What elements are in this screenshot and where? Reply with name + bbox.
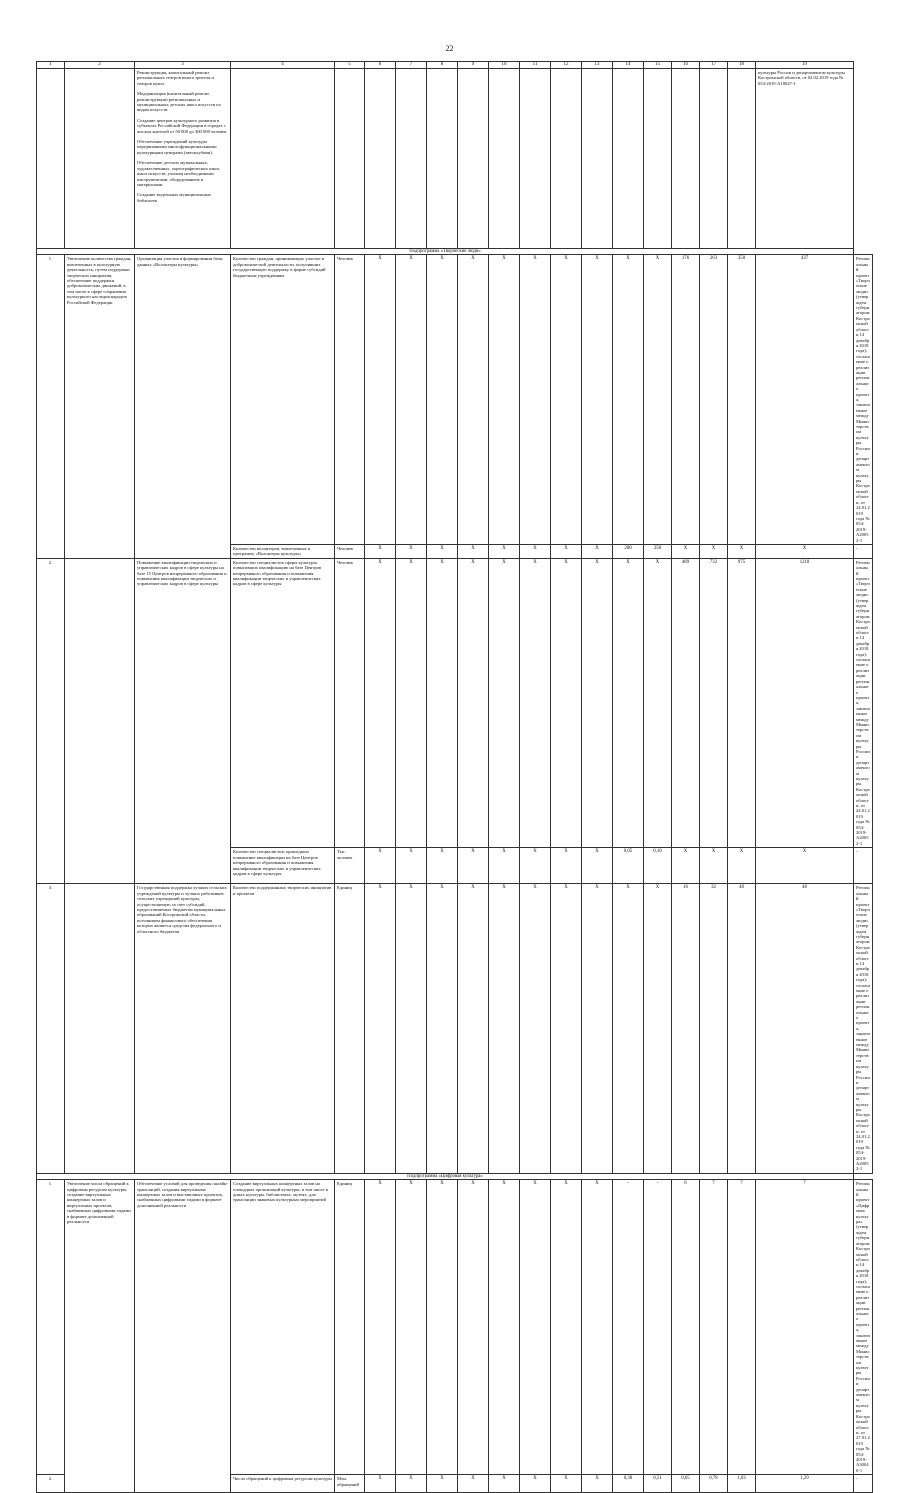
col-header: 6 bbox=[365, 62, 396, 69]
note-cell: - bbox=[854, 848, 873, 884]
value-cell: 7 bbox=[700, 1180, 728, 1475]
value-cell: 437 bbox=[756, 255, 854, 545]
page-number: 22 bbox=[445, 44, 454, 53]
value-cell: X bbox=[458, 1475, 489, 1493]
value-cell: X bbox=[396, 1475, 427, 1493]
value-cell: X bbox=[728, 848, 756, 884]
col-header: 1 bbox=[37, 62, 65, 69]
value-cell: X bbox=[489, 1180, 520, 1475]
indicators-table bbox=[36, 61, 873, 1493]
value-cell: 0,65 bbox=[672, 1475, 700, 1493]
col-header: 17 bbox=[700, 62, 728, 69]
value-cell: X bbox=[396, 558, 427, 848]
value-cell: X bbox=[489, 558, 520, 848]
activity-text: Модернизация (капитальный ремонт, реконструкция) региональных и муниципальных детских школ искусств по видам искусств. bbox=[137, 91, 221, 113]
activity-cell: Повышение квалификации творческих и управленческих кадров в сфере культуры на базе 15 Центров непрерывного образования и повышения квалификации творческих и управленческих кадров в сфере культуры bbox=[135, 558, 231, 884]
value-cell: X bbox=[672, 544, 700, 558]
col-header: 11 bbox=[520, 62, 551, 69]
value-cell: X bbox=[365, 1475, 396, 1493]
indicator-cell: Количество специалистов, прошедших повышение квалификации на базе Центров непрерывного образования и повышения квалификации творческих и управленческих кадров в сфере культуры bbox=[231, 848, 335, 884]
activity-cell bbox=[135, 69, 231, 249]
value-cell: 48 bbox=[756, 884, 854, 1174]
value-cell: X bbox=[458, 848, 489, 884]
unit-cell: Млн. обращений bbox=[335, 1475, 365, 1493]
task-cell: Увеличение числа обращений к цифровым ресурсам культуры; создание виртуальных концертных залов и виртуальных проектов, снабженных цифровыми гидами в формате дополненной реальности bbox=[65, 1180, 135, 1493]
indicator-cell: Количество волонтеров, вовлеченных в программу «Волонтеры культуры» bbox=[231, 544, 335, 558]
value-cell: X bbox=[427, 544, 458, 558]
col-header: 14 bbox=[613, 62, 644, 69]
value-cell: - bbox=[644, 1180, 672, 1475]
value-cell: 48 bbox=[728, 884, 756, 1174]
value-cell: X bbox=[520, 884, 551, 1174]
activity-text: Реконструкция, капитальный ремонт региональных театров юного зрителя и театров кукол. bbox=[137, 70, 214, 86]
table-row bbox=[37, 255, 873, 545]
value-cell: 350 bbox=[728, 255, 756, 545]
value-cell: X bbox=[582, 1180, 613, 1475]
value-cell: X bbox=[582, 544, 613, 558]
col-header: 4 bbox=[231, 62, 335, 69]
value-cell: 0,78 bbox=[700, 1475, 728, 1493]
indicator-cell: Количество специалистов сферы культуры, повысивших квалификацию на базе Центров непрерывного образования и повышения квалификации творческих и управленческих кадров в сфере культуры bbox=[231, 558, 335, 848]
table-row bbox=[37, 1180, 873, 1475]
value-cell: 6 bbox=[672, 1180, 700, 1475]
value-cell: X bbox=[582, 1475, 613, 1493]
task-cell bbox=[65, 884, 135, 1174]
unit-cell: Человек bbox=[335, 544, 365, 558]
value-cell: X bbox=[644, 884, 672, 1174]
value-cell: 732 bbox=[700, 558, 728, 848]
col-header: 9 bbox=[458, 62, 489, 69]
col-header: 8 bbox=[427, 62, 458, 69]
activity-text: Обеспечение детских музыкальных, художественных, хореографических школ, школ искусств, училищ необходимыми инструментами, оборудованием и материалами. bbox=[137, 160, 221, 187]
value-cell: X bbox=[520, 1475, 551, 1493]
value-cell: X bbox=[489, 884, 520, 1174]
value-cell: X bbox=[396, 544, 427, 558]
value-cell: X bbox=[644, 255, 672, 545]
value-cell: X bbox=[427, 884, 458, 1174]
value-cell: X bbox=[520, 544, 551, 558]
value-cell: X bbox=[551, 884, 582, 1174]
value-cell: X bbox=[396, 884, 427, 1174]
value-cell: X bbox=[520, 848, 551, 884]
subprogram-title: Подпрограмма «Цифровая культура» bbox=[37, 1173, 854, 1179]
value-cell: X bbox=[551, 848, 582, 884]
indicator-cell: Число обращений к цифровым ресурсам культуры bbox=[231, 1475, 335, 1493]
value-cell: X bbox=[458, 255, 489, 545]
note-cell: культуры России и департаментом культуры Костромской области, от 02.02.2019 года № 054-2019-А10047-1 bbox=[756, 69, 854, 249]
value-cell: 7 bbox=[756, 1180, 854, 1475]
value-cell: X bbox=[489, 848, 520, 884]
value-cell: X bbox=[613, 558, 644, 848]
row-number: 1. bbox=[37, 255, 65, 558]
value-cell: 16 bbox=[672, 884, 700, 1174]
value-cell: X bbox=[489, 544, 520, 558]
col-header: 13 bbox=[582, 62, 613, 69]
value-cell: 250 bbox=[644, 544, 672, 558]
activity-cell: Обеспечение условий для проведения онлайн-трансляций, создания виртуальных концертных залов и выставочных проектов, снабженных цифровыми гидами в формате дополненной реальности bbox=[135, 1180, 231, 1493]
task-cell bbox=[65, 558, 135, 884]
value-cell: 1,29 bbox=[756, 1475, 854, 1493]
col-header: 2 bbox=[65, 62, 135, 69]
value-cell: 0,51 bbox=[644, 1475, 672, 1493]
value-cell: X bbox=[458, 558, 489, 848]
value-cell: X bbox=[427, 558, 458, 848]
value-cell: X bbox=[582, 255, 613, 545]
col-header: 16 bbox=[672, 62, 700, 69]
value-cell: X bbox=[396, 848, 427, 884]
col-header: 12 bbox=[551, 62, 582, 69]
value-cell: X bbox=[700, 544, 728, 558]
indicator-cell: Количество поддержанных творческих инициатив и проектов bbox=[231, 884, 335, 1174]
col-header: 3 bbox=[135, 62, 231, 69]
value-cell: X bbox=[520, 255, 551, 545]
value-cell: X bbox=[582, 558, 613, 848]
value-cell: X bbox=[644, 558, 672, 848]
indicator-cell: Количество граждан, принимающих участие в добровольческой деятельности, получивших государственную поддержку в форме субсидий бюджетным учреждениям bbox=[231, 255, 335, 545]
value-cell: 1218 bbox=[756, 558, 854, 848]
value-cell: X bbox=[365, 1180, 396, 1475]
col-header: 19 bbox=[756, 62, 854, 69]
value-cell: - bbox=[613, 1180, 644, 1475]
value-cell: X bbox=[582, 884, 613, 1174]
value-cell: X bbox=[458, 544, 489, 558]
value-cell: 489 bbox=[672, 558, 700, 848]
value-cell: 263 bbox=[700, 255, 728, 545]
value-cell: X bbox=[613, 884, 644, 1174]
value-cell: 1,03 bbox=[728, 1475, 756, 1493]
note-cell: - bbox=[854, 544, 873, 558]
unit-cell: Единиц bbox=[335, 1180, 365, 1475]
col-header: 10 bbox=[489, 62, 520, 69]
value-cell: X bbox=[396, 1180, 427, 1475]
value-cell: X bbox=[756, 848, 854, 884]
row-number: 1. bbox=[37, 1180, 65, 1475]
col-header: 18 bbox=[728, 62, 756, 69]
row-number: 2. bbox=[37, 1475, 65, 1493]
activity-cell: Государственная поддержка лучших сельских учреждений культуры и лучших работников сельских учреждений культуры, осуществляемую за счет субсидий, предоставляемых бюджетам муниципальных образований Костромской области, источником финансового обеспечения которых является средства федерального и областного бюджетов bbox=[135, 884, 231, 1174]
value-cell: X bbox=[427, 1180, 458, 1475]
unit-cell: Единиц bbox=[335, 884, 365, 1174]
activity-cell: Организация участия в формировании базы данных «Волонтеры культуры» bbox=[135, 255, 231, 558]
value-cell: X bbox=[551, 1180, 582, 1475]
value-cell: X bbox=[489, 1475, 520, 1493]
unit-cell: Тыс. человек bbox=[335, 848, 365, 884]
value-cell: X bbox=[551, 558, 582, 848]
value-cell: X bbox=[672, 848, 700, 884]
value-cell: 975 bbox=[728, 558, 756, 848]
value-cell: 7 bbox=[728, 1180, 756, 1475]
value-cell: X bbox=[551, 1475, 582, 1493]
value-cell: X bbox=[365, 255, 396, 545]
column-number-row bbox=[37, 62, 873, 69]
value-cell: X bbox=[520, 558, 551, 848]
value-cell: X bbox=[489, 255, 520, 545]
task-cell: Увеличение количества граждан, вовлеченных в культурную деятельность, путем поддержки творческих инициатив, обеспечение поддержки добровольческих движений, в том числе в сфере сохранения культурного наследия народов Российской Федерации bbox=[65, 255, 135, 558]
value-cell: 0,05 bbox=[613, 848, 644, 884]
value-cell: 0,10 bbox=[644, 848, 672, 884]
col-header: 7 bbox=[396, 62, 427, 69]
activity-text: Создание центров культурного развития в субъектах Российской Федерации в городах с числом жителей от 50 000 до 300 000 человек. bbox=[137, 117, 228, 134]
value-cell: X bbox=[582, 848, 613, 884]
value-cell: X bbox=[458, 884, 489, 1174]
unit-cell: Человек bbox=[335, 558, 365, 848]
value-cell: X bbox=[520, 1180, 551, 1475]
note-cell: Региональный проект «Творческие люди» (утвержден губернатором Костромской области 14 декабря 2018 года); соглашение о реализации регионального проекта, заключенное между Министерством культуры России и департаментом культуры Костромской области, от 24.01.2019 года № 054-2019-А20052-1 bbox=[854, 255, 873, 545]
row-number: 3. bbox=[37, 884, 65, 1174]
value-cell: 176 bbox=[672, 255, 700, 545]
document-sheet bbox=[36, 61, 873, 1493]
value-cell: X bbox=[613, 255, 644, 545]
value-cell: 0,38 bbox=[613, 1475, 644, 1493]
value-cell: X bbox=[756, 544, 854, 558]
row-number: 2. bbox=[37, 558, 65, 884]
value-cell: 200 bbox=[613, 544, 644, 558]
table-row bbox=[37, 558, 873, 848]
value-cell: X bbox=[365, 848, 396, 884]
col-header: 15 bbox=[644, 62, 672, 69]
continuation-row bbox=[37, 69, 873, 249]
unit-cell: Человек bbox=[335, 255, 365, 545]
value-cell: X bbox=[365, 544, 396, 558]
value-cell: X bbox=[396, 255, 427, 545]
value-cell: X bbox=[365, 558, 396, 848]
value-cell: X bbox=[551, 255, 582, 545]
note-cell: Региональный проект «Цифровая культура» (утвержден губернатором Костромской области 14 декабря 2018 года); соглашение о реализации регионального проекта, заключенное между Министерством культуры России и департаментом культуры Костромской области, от 27.01.2019 года № 054-2019-А30040-1 bbox=[854, 1180, 873, 1475]
table-row bbox=[37, 884, 873, 1174]
activity-text: Создание модельных муниципальных библиотек bbox=[137, 192, 212, 203]
note-cell: - bbox=[854, 1475, 873, 1493]
value-cell: X bbox=[427, 848, 458, 884]
activity-text: Обеспечение учреждений культуры передвижными многофункциональными культурными центрами (автоклубами). bbox=[137, 139, 217, 155]
col-header: 5 bbox=[335, 62, 365, 69]
note-cell: Региональный проект «Творческие люди» (утвержден губернатором Костромской области 14 декабря 2018 года); соглашение о реализации регионального проекта, заключенное между Министерством культуры России и департаментом культуры Костромской области, от 24.01.2019 года № 054-2019-А20052-1 bbox=[854, 558, 873, 848]
value-cell: X bbox=[427, 255, 458, 545]
value-cell: X bbox=[365, 884, 396, 1174]
value-cell: X bbox=[458, 1180, 489, 1475]
subprogram-title: Подпрограмма «Творческие люди» bbox=[37, 249, 854, 255]
value-cell: 32 bbox=[700, 884, 728, 1174]
value-cell: X bbox=[427, 1475, 458, 1493]
note-cell: Региональный проект «Творческие люди» (утвержден губернатором Костромской области 14 декабря 2018 года); соглашение о реализации регионального проекта, заключенное между Министерством культуры России и департаментом культуры Костромской области, от 24.01.2019 года № 054-2019-А20052-1 bbox=[854, 884, 873, 1174]
value-cell: X bbox=[551, 544, 582, 558]
indicator-cell: Создание виртуальных концертных залов на площадках организаций культуры, в том числе в домах культуры, библиотеках, музеях, для трансляции знаковых культурных мероприятий bbox=[231, 1180, 335, 1475]
value-cell: X bbox=[700, 848, 728, 884]
value-cell: X bbox=[728, 544, 756, 558]
